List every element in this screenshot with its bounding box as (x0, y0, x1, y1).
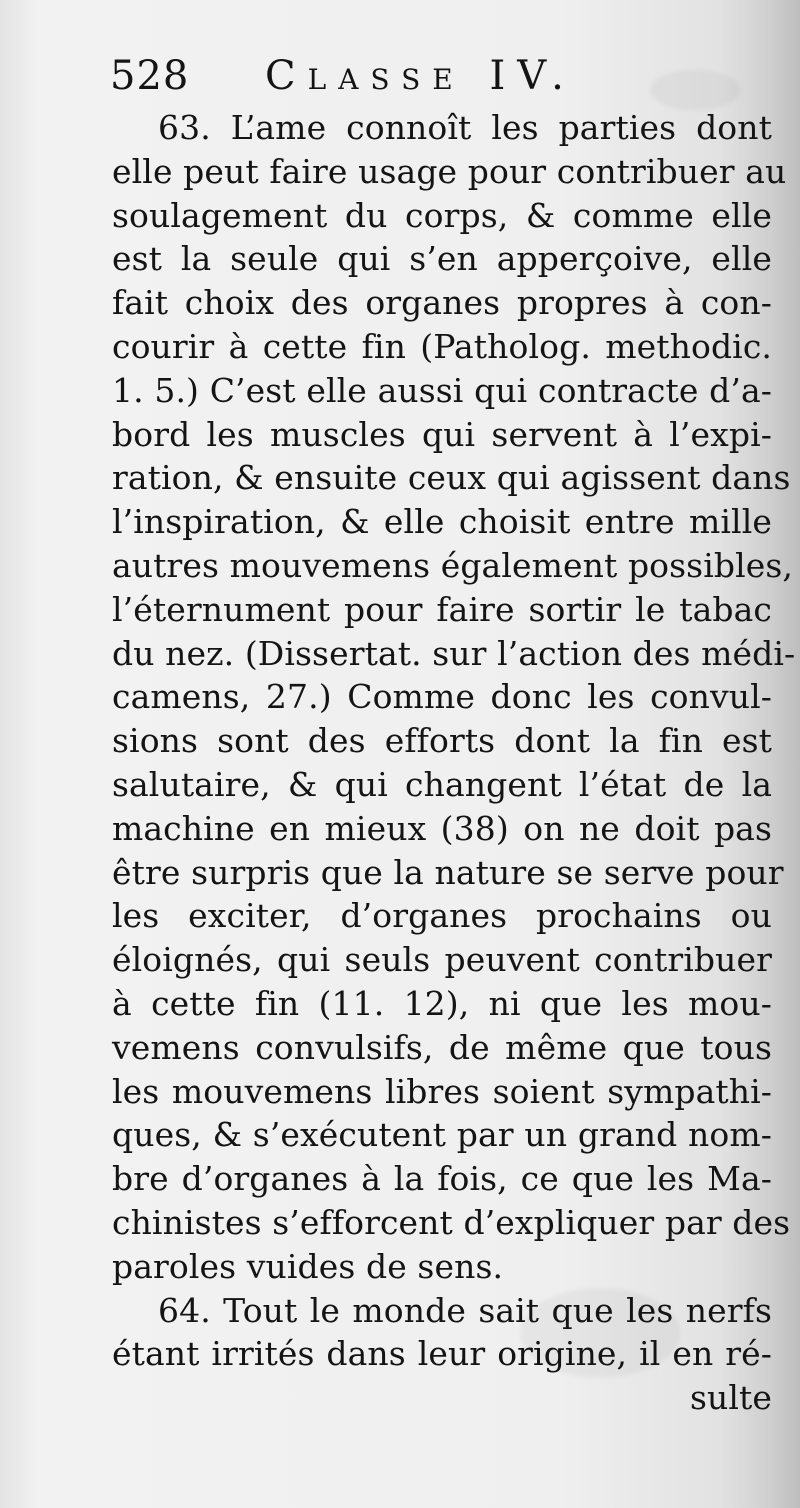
text-line: sions sont des efforts dont la fin est (112, 721, 772, 761)
text-line: courir à cette fin (Patholog. methodic. (112, 326, 772, 366)
text-line: l’éternument pour faire sortir le tabac (112, 589, 772, 629)
text-line: 64. Tout le monde sait que les nerfs (158, 1290, 772, 1330)
paragraph-63 (112, 106, 796, 1289)
text-line: 63. L’ame connoît les parties dont (158, 108, 772, 147)
chapter-heading: Classe IV. (265, 53, 576, 99)
text-line: ration, & ensuite ceux qui agissent dans (112, 458, 791, 498)
body-text (112, 106, 796, 1420)
text-line: autres mouvemens également possibles, (112, 545, 793, 585)
catchword: sulte (689, 1378, 772, 1418)
text-line: camens, 27.) Comme donc les convul- (112, 677, 772, 717)
text-line: fait choix des organes propres à con- (112, 283, 772, 323)
text-line: vemens convulsifs, de même que tous (112, 1027, 772, 1067)
running-header (110, 46, 760, 106)
text-line: du nez. (Dissertat. sur l’action des médi- (112, 633, 796, 673)
text-line: être surpris que la nature se serve pour (112, 852, 784, 892)
paragraph-64 (112, 1289, 772, 1420)
text-line: 1. 5.) C’est elle aussi qui contracte d’a- (112, 370, 772, 410)
text-line: à cette fin (11. 12), ni que les mou- (112, 983, 772, 1023)
text-line: étant irrités dans leur origine, il en ré- (112, 1334, 772, 1374)
text-line: salutaire, & qui changent l’état de la (112, 764, 772, 804)
text-line: bre d’organes à la fois, ce que les Ma- (112, 1159, 772, 1199)
page-number: 528 (110, 53, 190, 99)
text-line: chinistes s’efforcent d’expliquer par des (112, 1202, 791, 1242)
text-line: éloignés, qui seuls peuvent contribuer (112, 940, 772, 980)
text-line: est la seule qui s’en apperçoive, elle (112, 239, 772, 279)
text-line: elle peut faire usage pour contribuer au (112, 151, 787, 191)
text-line: bord les muscles qui servent à l’expi- (112, 414, 772, 454)
text-line: les mouvemens libres soient sympathi- (112, 1071, 772, 1111)
text-line: machine en mieux (38) on ne doit pas (112, 808, 772, 848)
text-line: ques, & s’exécutent par un grand nom- (112, 1115, 772, 1155)
text-line: l’inspiration, & elle choisit entre mille (112, 502, 772, 542)
text-line: soulagement du corps, & comme elle (112, 195, 772, 235)
text-line: paroles vuides de sens. (112, 1246, 504, 1286)
text-line: les exciter, d’organes prochains ou (112, 896, 772, 936)
